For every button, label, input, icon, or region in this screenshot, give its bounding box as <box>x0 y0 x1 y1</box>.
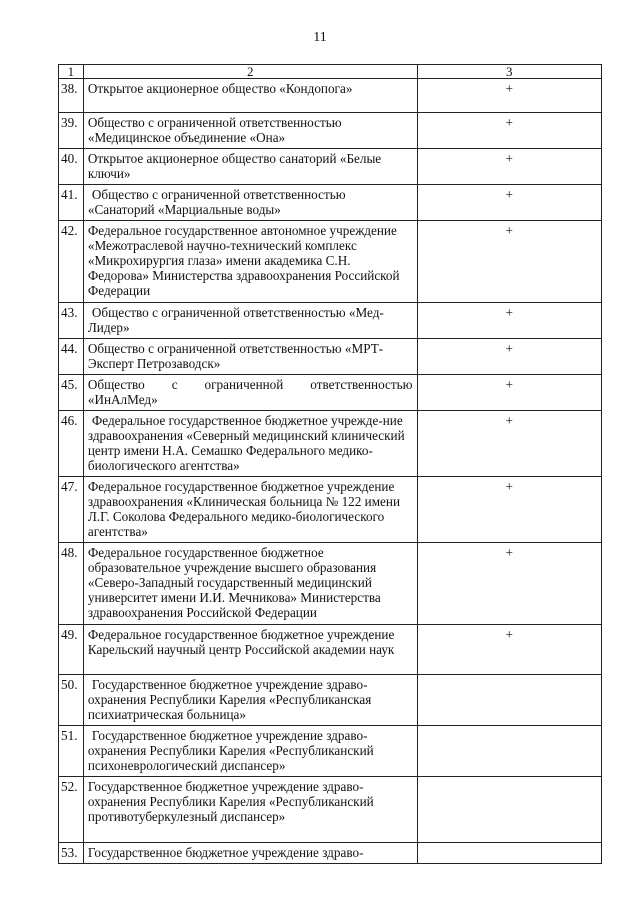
page-number: 11 <box>313 30 327 45</box>
organization-name: Открытое акционерное общество санаторий «Белые ключи» <box>83 149 417 185</box>
participation-mark: + <box>417 113 601 149</box>
row-number: 45. <box>59 375 84 411</box>
participation-mark: + <box>417 411 601 477</box>
organization-name: Общество с ограниченной ответственностью «Мед-Лидер» <box>83 303 417 339</box>
participation-mark: + <box>417 543 601 625</box>
table-row <box>59 185 602 221</box>
organization-name: Государственное бюджетное учреждение здраво-охранения Республики Карелия «Республиканский противотуберкулезный диспансер» <box>83 777 417 843</box>
table-row <box>59 303 602 339</box>
organization-name: Государственное бюджетное учреждение здраво-охранения Республики Карелия «Республиканский психоневрологический диспансер» <box>83 726 417 777</box>
organization-name: Общество с ограниченной ответственностью «МРТ-Эксперт Петрозаводск» <box>83 339 417 375</box>
organization-name: Федеральное государственное автономное учреждение «Межотраслевой научно-технический комплекс «Микрохирургия глаза» имени академика С.Н. Федорова» Министерства здравоохранения Российской Федерации <box>83 221 417 303</box>
organization-name: Федеральное государственное бюджетное образовательное учреждение высшего образования «Северо-Западный государственный медицинский университет имени И.И. Мечникова» Министерства здравоохранения Российской Федерации <box>83 543 417 625</box>
column-header-mark: 3 <box>417 65 601 79</box>
table-row <box>59 625 602 675</box>
row-number: 47. <box>59 477 84 543</box>
table-row <box>59 221 602 303</box>
table-row <box>59 79 602 113</box>
row-number: 38. <box>59 79 84 113</box>
table-header-row <box>59 65 602 79</box>
row-number: 51. <box>59 726 84 777</box>
table-row <box>59 726 602 777</box>
participation-mark: + <box>417 149 601 185</box>
row-number: 42. <box>59 221 84 303</box>
participation-mark <box>417 726 601 777</box>
organization-name: Федеральное государственное бюджетное учреждение здравоохранения «Клиническая больница № 122 имени Л.Г. Соколова Федерального медико-биологического агентства» <box>83 477 417 543</box>
organization-name: Открытое акционерное общество «Кондопога» <box>83 79 417 113</box>
table-row <box>59 113 602 149</box>
table-row <box>59 375 602 411</box>
row-number: 44. <box>59 339 84 375</box>
organization-name: Общество с ограниченной ответственностью «Санаторий «Марциальные воды» <box>83 185 417 221</box>
table-row <box>59 477 602 543</box>
organizations-table <box>58 64 602 864</box>
row-number: 40. <box>59 149 84 185</box>
row-number: 49. <box>59 625 84 675</box>
column-header-name: 2 <box>83 65 417 79</box>
table-row <box>59 543 602 625</box>
participation-mark <box>417 675 601 726</box>
table-row <box>59 411 602 477</box>
participation-mark <box>417 777 601 843</box>
organization-name: Государственное бюджетное учреждение здраво-охранения Республики Карелия «Республиканская психиатрическая больница» <box>83 675 417 726</box>
table-row <box>59 843 602 864</box>
row-number: 43. <box>59 303 84 339</box>
row-number: 41. <box>59 185 84 221</box>
column-header-number: 1 <box>59 65 84 79</box>
participation-mark: + <box>417 185 601 221</box>
organization-name: Государственное бюджетное учреждение здраво- <box>83 843 417 864</box>
table-row <box>59 777 602 843</box>
organization-name: Общество с ограниченной ответственностью «ИнАлМед» <box>83 375 417 411</box>
participation-mark: + <box>417 79 601 113</box>
participation-mark: + <box>417 221 601 303</box>
organization-name: Федеральное государственное бюджетное учреждение Карельский научный центр Российской академии наук <box>83 625 417 675</box>
participation-mark: + <box>417 625 601 675</box>
row-number: 50. <box>59 675 84 726</box>
participation-mark: + <box>417 375 601 411</box>
row-number: 46. <box>59 411 84 477</box>
row-number: 52. <box>59 777 84 843</box>
table-row <box>59 339 602 375</box>
table-row <box>59 149 602 185</box>
row-number: 39. <box>59 113 84 149</box>
organization-name: Общество с ограниченной ответственностью «Медицинское объединение «Она» <box>83 113 417 149</box>
row-number: 53. <box>59 843 84 864</box>
participation-mark: + <box>417 303 601 339</box>
table-row <box>59 675 602 726</box>
participation-mark: + <box>417 339 601 375</box>
row-number: 48. <box>59 543 84 625</box>
organization-name: Федеральное государственное бюджетное учрежде-ние здравоохранения «Северный медицинский клинический центр имени Н.А. Семашко Федерального медико-биологического агентства» <box>83 411 417 477</box>
participation-mark: + <box>417 477 601 543</box>
participation-mark <box>417 843 601 864</box>
